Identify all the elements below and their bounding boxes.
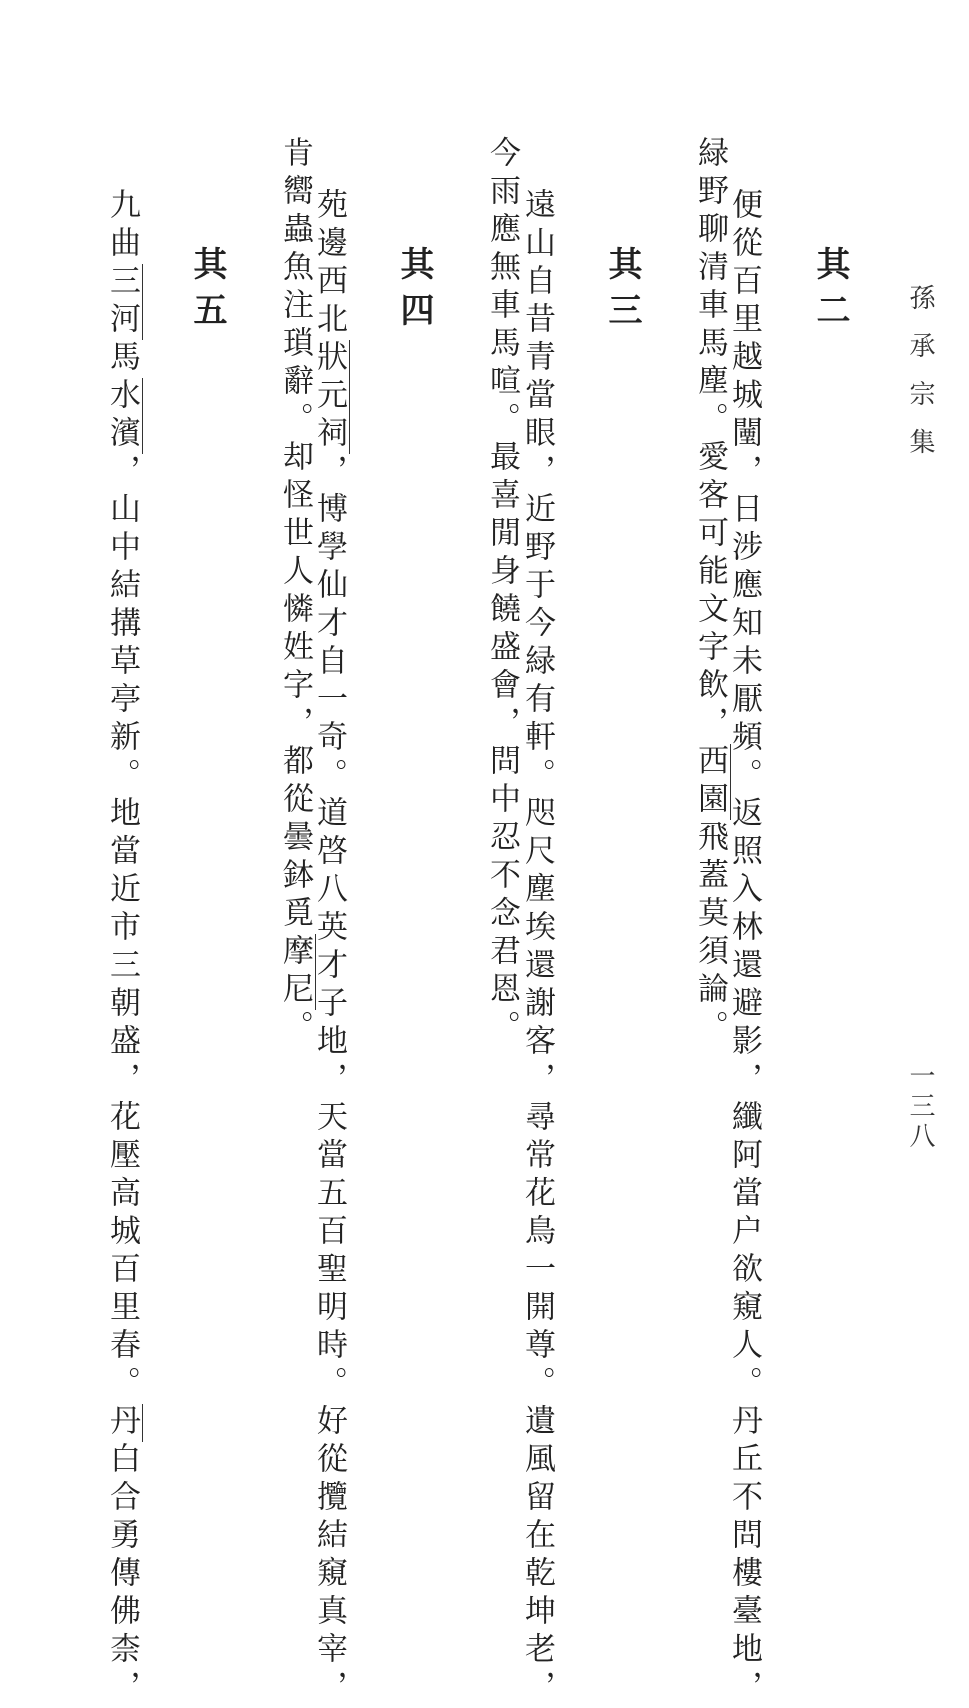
poem-3-line-1-text: 遠山自昔青當眼，近野于今緑有軒。咫尺塵埃還謝客，尋常花鳥一開尊。遺風留在乾坤老， (519, 188, 555, 1708)
poem-3-line-2-text: 今雨應無車馬喧。最喜閒身饒盛會，問中忍不念君恩。 (484, 136, 520, 1048)
poem-2-line-1 (726, 188, 762, 1708)
section-title-2: 其二 (810, 246, 850, 338)
section-title-5: 其五 (187, 246, 227, 338)
poem-2-line-2-text-c: 飛蓋莫須論。 (692, 820, 728, 1048)
poem-3-line-2 (484, 136, 520, 1048)
poem-5-line-1 (104, 188, 140, 1708)
poem-4-line-1-text-a: 苑邊西北 (311, 188, 347, 340)
proper-noun-sanhe: 三河 (104, 264, 143, 340)
poem-2-line-2 (692, 136, 728, 1048)
poem-4-line-2-text-c: 。 (277, 1010, 313, 1048)
poem-3-line-1 (519, 188, 555, 1708)
proper-noun-xiyuan: 西園 (692, 744, 731, 820)
poem-4-line-1 (311, 188, 347, 1708)
section-title-4: 其四 (394, 246, 434, 338)
poem-5-line-1-text-a: 九曲 (104, 188, 140, 264)
poem-2-line-2-text-a: 緑野聊清車馬塵。愛客可能文字飲， (692, 136, 728, 744)
page-number: 一三八 (905, 1062, 935, 1152)
poem-2-line-1-text: 便從百里越城闉，日涉應知未厭頻。返照入林還避影，纖阿當户欲窺人。丹丘不問樓臺地， (726, 188, 762, 1708)
running-title: 孫承宗集 (905, 284, 935, 476)
poem-5-line-1-text-c: 馬 (104, 340, 140, 378)
proper-noun-dan: 丹 (104, 1404, 143, 1442)
proper-noun-shuibin: 水濱 (104, 378, 143, 454)
poem-5-line-1-text-e: ，山中結搆草亭新。地當近市三朝盛，花壓高城百里春。 (104, 454, 140, 1404)
poem-4-line-2 (277, 136, 313, 1048)
poem-5-line-1-text-g: 白合勇傳佛柰， (104, 1442, 140, 1708)
section-title-3: 其三 (602, 246, 642, 338)
proper-noun-moni: 摩尼 (277, 934, 316, 1010)
poem-4-line-2-text-a: 肯嚮蟲魚注瑣辭。却怪世人憐姓字，都從曇鉢覓 (277, 136, 313, 934)
poem-4-line-1-text-c: ，博學仙才自一奇。道啓八英才子地，天當五百聖明時。好從攬結窺真宰， (311, 454, 347, 1708)
proper-noun-zhuangyuan-ci: 狀元祠 (311, 340, 350, 454)
